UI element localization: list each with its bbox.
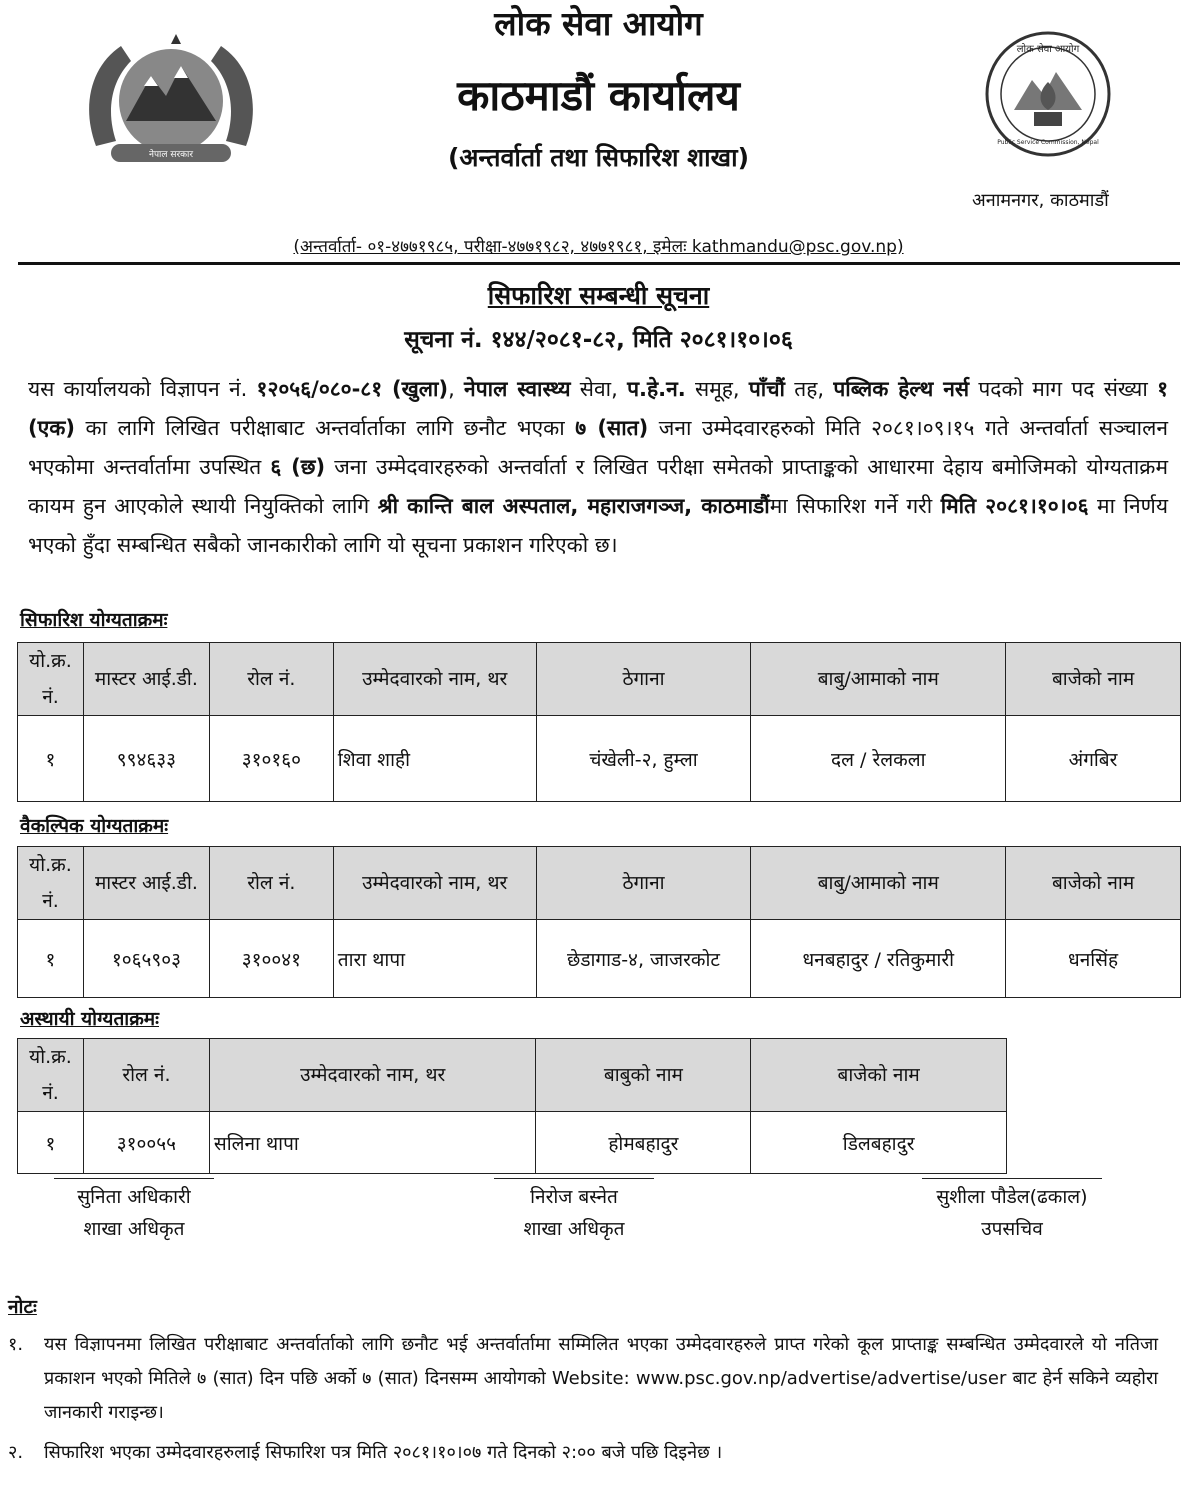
emblem-text: नेपाल सरकार [148,150,194,160]
notice-body-segment: पब्लिक हेल्थ नर्स [833,377,970,401]
note-2 [8,1436,1158,1470]
notice-body-segment: यस कार्यालयको विज्ञापन नं. [28,377,257,401]
table-cell: १ [18,1112,84,1174]
column-header: यो.क्र. नं. [18,643,84,716]
table-cell: ३१०१६० [209,716,333,802]
office-name: काठमाडौं कार्यालय [457,71,740,120]
header-divider [18,262,1180,265]
signature-2-title: शाखा अधिकृत [523,1218,625,1240]
note-2-number: २. [8,1442,24,1463]
notice-body-segment: श्री कान्ति बाल अस्पताल, महाराजगञ्ज, काठमाडौं [377,494,770,518]
notice-body-segment: समूह, [685,377,749,401]
seal-text-np: लोक सेवा आयोग [1016,44,1080,55]
recommended-label: सिफारिश योग्यताक्रमः [20,609,168,631]
branch-name: (अन्तर्वार्ता तथा सिफारिश शाखा) [447,143,750,172]
column-header: रोल नं. [83,1039,209,1112]
table-cell: १ [18,920,84,998]
table-cell: सलिना थापा [209,1112,536,1174]
column-header: रोल नं. [209,643,333,716]
notice-body-segment: पदको माग पद संख्या [969,377,1158,401]
table-cell: दल / रेलकला [751,716,1006,802]
signature-3-title: उपसचिव [981,1218,1043,1240]
notice-body-segment: , [448,377,465,401]
alternate-label: वैकल्पिक योग्यताक्रमः [20,815,169,837]
notice-body-segment: सेवा, [570,377,628,401]
notice-body-segment: १२०५६/०८०-८१ (खुला) [256,377,449,401]
column-header: मास्टर आई.डी. [83,847,209,920]
table-cell: तारा थापा [333,920,536,998]
column-header: ठेगाना [536,643,751,716]
notice-body-segment: जना उम्मेदवारहरुको अन्तर्वार्ता र लिखित परीक्षा समेतको प्राप्ताङ्कको आधारमा देहाय बमोजिमको योग्यताक्रम कायम हुन आएकोले स्थायी नियुक्तिको लागि [28,455,1168,518]
column-header: उम्मेदवारको नाम, थर [333,643,536,716]
notice-body-segment: ७ (सात) [575,416,649,440]
table-row [18,920,1181,998]
column-header: उम्मेदवारको नाम, थर [333,847,536,920]
note-1-text: यस विज्ञापनमा लिखित परीक्षाबाट अन्तर्वार्ताको लागि छनौट भई अन्तर्वार्तामा सम्मिलित भएका उम्मेदवारहरुले प्राप्त गरेको कूल प्राप्ताङ्क सम्बन्धित उम्मेदवारले यो नतिजा प्रकाशन भएको मितिले ७ (सात) दिन पछि अर्को ७ (सात) दिनसम्म आयोगको Website: www.psc.gov.np/advertise/advertise/user बाट हेर्न सकिने व्यहोरा जानकारी गराइन्छ। [44,1334,1158,1423]
contact-line: (अन्तर्वार्ता- ०१-४७७१९८५, परीक्षा-४७७१९८२, ४७७१९८१, इमेलः kathmandu@psc.gov.np) [293,237,904,257]
notes-heading: नोटः [8,1296,37,1318]
column-header: ठेगाना [536,847,751,920]
notice-body-segment: मा सिफारिश गर्ने गरी [769,494,941,518]
column-header: बाजेको नाम [1006,847,1181,920]
signature-3-name: सुशीला पौडेल(ढकाल) [936,1186,1088,1208]
table-cell: अंगबिर [1006,716,1181,802]
table-cell: डिलबहादुर [751,1112,1007,1174]
recommended-table [17,642,1181,802]
notice-number-date: सूचना नं. १४४/२०८१-८२, मिति २०८१।१०।०६ [404,327,793,353]
table-cell: ३१००४१ [209,920,333,998]
table-cell: होमबहादुर [536,1112,751,1174]
temporary-table [17,1038,1007,1174]
notice-body-segment: पाँचौं [748,377,786,401]
column-header: बाबु/आमाको नाम [751,643,1006,716]
table-cell: धनसिंह [1006,920,1181,998]
table-cell: शिवा शाही [333,716,536,802]
org-name: लोक सेवा आयोग [494,4,703,43]
column-header: बाबु/आमाको नाम [751,847,1006,920]
table-cell: ९९४६३३ [83,716,209,802]
temporary-label: अस्थायी योग्यताक्रमः [20,1008,159,1030]
column-header: बाबुको नाम [536,1039,751,1112]
column-header: मास्टर आई.डी. [83,643,209,716]
notice-body-segment: मिति २०८१।१०।०६ [940,494,1089,518]
seal-text-en: Public Service Commission, Nepal [997,139,1099,146]
table-cell: धनबहादुर / रतिकुमारी [751,920,1006,998]
notice-body-segment: तह, [785,377,834,401]
signature-1 [14,1178,254,1245]
notice-body-segment: जना उम्मेदवारहरुको मिति २०८१।०९।१५ गते अन्तर्वार्ता सञ्चालन भएकोमा अन्तर्वार्तामा उपस्थित [28,416,1168,479]
notice-body-segment: १ (एक) [28,377,1168,440]
table-row [18,1112,1007,1174]
signature-1-title: शाखा अधिकृत [83,1218,185,1240]
table-cell: १०६५९०३ [83,920,209,998]
table-cell: चंखेली-२, हुम्ला [536,716,751,802]
column-header: यो.क्र. नं. [18,847,84,920]
alternate-table [17,846,1181,998]
column-header: बाजेको नाम [751,1039,1007,1112]
notice-body [28,370,1168,565]
column-header: रोल नं. [209,847,333,920]
signature-2 [454,1178,694,1245]
table-cell: ३१००५५ [83,1112,209,1174]
office-place: अनामनगर, काठमाडौं [972,190,1109,211]
note-1 [8,1328,1158,1430]
column-header: उम्मेदवारको नाम, थर [209,1039,536,1112]
column-header: बाजेको नाम [1006,643,1181,716]
notice-body-segment: प.हे.न. [627,377,686,401]
table-cell: १ [18,716,84,802]
column-header: यो.क्र. नं. [18,1039,84,1112]
notice-title: सिफारिश सम्बन्धी सूचना [487,281,710,310]
note-2-text: सिफारिश भएका उम्मेदवारहरुलाई सिफारिश पत्र मिति २०८१।१०।०७ गते दिनको २:०० बजे पछि दिइनेछ । [44,1442,723,1463]
signature-3 [892,1178,1132,1245]
notice-body-segment: का लागि लिखित परीक्षाबाट अन्तर्वार्ताका लागि छनौट भएका [74,416,576,440]
note-1-number: १. [8,1334,24,1355]
signature-2-name: निरोज बस्नेत [530,1186,618,1208]
notice-body-segment: मा निर्णय भएको हुँदा सम्बन्धित सबैको जानकारीको लागि यो सूचना प्रकाशन गरिएको छ। [28,494,1169,557]
signature-1-name: सुनिता अधिकारी [77,1186,191,1208]
notice-body-segment: ६ (छ) [270,455,326,479]
table-cell: छेडागाड-४, जाजरकोट [536,920,751,998]
table-row [18,716,1181,802]
notice-body-segment: नेपाल स्वास्थ्य [464,377,571,401]
